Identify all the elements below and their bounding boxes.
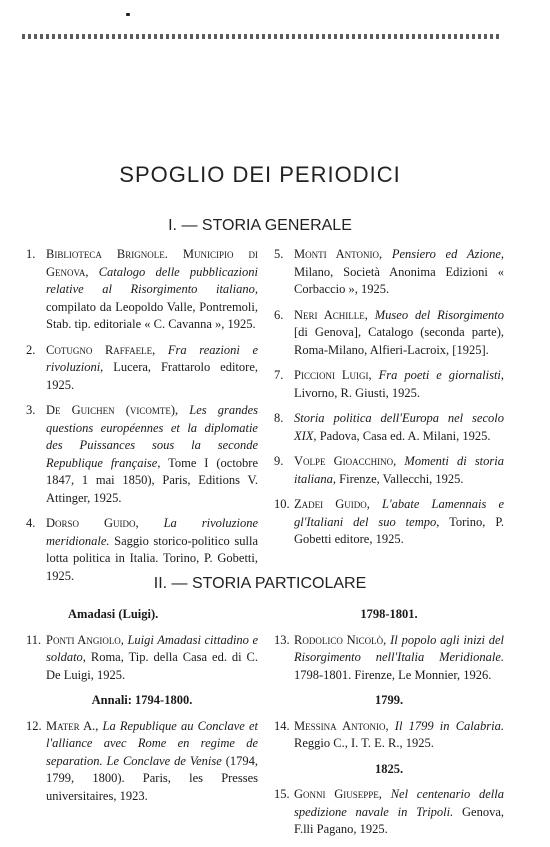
entry-author: Gonni Giuseppe, xyxy=(294,787,382,801)
entry-details: 1798-1801. Firenze, Le Monnier, 1926. xyxy=(294,667,492,682)
bibliography-entry xyxy=(274,307,504,360)
entry-details: Lucera, Frattarolo editore, 1925. xyxy=(46,360,258,392)
entry-number: 15. xyxy=(274,787,290,801)
entry-number: 2. xyxy=(26,342,36,357)
entry-number: 11. xyxy=(26,632,42,647)
bibliography-entry xyxy=(26,342,258,395)
entry-work: Nel centenario della spedizione navale in Tripoli. xyxy=(294,787,504,819)
particular-left-column xyxy=(26,604,258,813)
subject-heading: 1798-1801. xyxy=(360,607,418,621)
bibliography-entry xyxy=(26,402,258,507)
entry-details: Firenze, Vallecchi, 1925. xyxy=(339,471,464,486)
entry-author: Neri Achille, xyxy=(294,307,368,322)
entry-work: Fra poeti e giornalisti, xyxy=(378,368,505,382)
entry-work: La rivoluzione meridionale. xyxy=(46,516,258,548)
entry-details: Tome I (octobre 1847, 1 mai 1850), Paris, Editions V. Attinger, 1925. xyxy=(46,455,259,505)
entry-work: Les grandes questions européennes et la diplomatie des Puissances sous la seconde Republique française, xyxy=(46,403,258,470)
entry-details: Livorno, R. Giusti, 1925. xyxy=(294,385,421,400)
decorative-border-line xyxy=(22,34,500,39)
entry-number: 10. xyxy=(274,497,290,511)
entry-details: Milano, Società Anonima Edizioni « Corbaccio », 1925. xyxy=(294,264,504,296)
bibliography-entry xyxy=(274,632,504,685)
entry-work: L'abate Lamennais e gl'Italiani del suo tempo, xyxy=(294,497,505,529)
entry-work: La Republique au Conclave et l'alliance avec Rome en regime de separation. Le Conclave de Venise xyxy=(46,718,258,768)
general-right-column xyxy=(274,246,504,557)
entry-number: 5. xyxy=(274,247,284,261)
entry-number: 7. xyxy=(274,368,284,382)
subject-heading: 1799. xyxy=(374,693,404,707)
page-title: SPOGLIO DEI PERIODICI xyxy=(119,162,401,187)
section-heading-particular: II. — STORIA PARTICOLARE xyxy=(153,575,367,592)
entry-details: Padova, Casa ed. A. Milani, 1925. xyxy=(319,428,491,443)
entry-work: Momenti di storia italiana, xyxy=(294,454,504,486)
entry-number: 8. xyxy=(274,411,284,425)
bibliography-entry xyxy=(274,718,504,753)
entry-number: 4. xyxy=(26,516,36,530)
bibliography-entry xyxy=(26,246,258,334)
entry-number: 13. xyxy=(274,632,290,647)
entry-author: Monti Antonio, xyxy=(294,247,383,261)
entry-details: Torino, P. Gobetti editore, 1925. xyxy=(294,514,505,546)
entry-number: 1. xyxy=(26,247,36,261)
entry-details: (1794, 1799, 1800). Paris, les Presses universitaires, 1923. xyxy=(46,753,258,803)
entry-number: 9. xyxy=(274,454,284,468)
entry-number: 14. xyxy=(274,718,290,733)
entry-details: Genova, F.lli Pagano, 1925. xyxy=(294,804,505,836)
entry-work: Catalogo delle pubblicazioni relative al Risorgimento italiano, xyxy=(46,264,258,296)
entry-author: Volpe Gioacchino, xyxy=(294,454,397,468)
bibliography-entry xyxy=(274,453,504,488)
particular-right-column xyxy=(274,604,504,847)
entry-author: Rodolico Nicolò, xyxy=(294,632,387,647)
entry-work: Museo del Risorgimento xyxy=(374,307,504,322)
entry-author: Mater A., xyxy=(46,718,99,733)
entry-author: Ponti Angiolo, xyxy=(46,632,124,647)
entry-author: Zadei Guido, xyxy=(294,497,370,511)
subject-heading: Annali: 1794-1800. xyxy=(91,693,193,707)
section-heading-general: I. — STORIA GENERALE xyxy=(168,217,352,234)
bibliography-entry xyxy=(274,246,504,299)
entry-author: De Guichen (vicomte), xyxy=(46,403,179,417)
entry-details: [di Genova], Catalogo (seconda parte), Roma-Milano, Alfieri-Lacroix, [1925]. xyxy=(294,325,504,357)
subject-heading: Amadasi (Luigi). xyxy=(68,607,159,621)
bibliography-entry xyxy=(274,496,504,549)
subject-heading: 1825. xyxy=(374,761,404,776)
entry-number: 12. xyxy=(26,718,42,733)
general-left-column xyxy=(26,246,258,593)
entry-author: Cotugno Raffaele, xyxy=(46,342,156,357)
entry-work: Pensiero ed Azione, xyxy=(391,247,504,261)
entry-author: Biblioteca Brignole. Municipio di Genova, xyxy=(46,247,258,279)
entry-author: Piccioni Luigi, xyxy=(294,368,372,382)
bibliography-entry xyxy=(274,367,504,402)
entry-details: Saggio storico-politico sulla lotta politica in Italia. Torino, P. Gobetti, 1925. xyxy=(46,533,258,583)
entry-work: Fra reazioni e rivoluzioni, xyxy=(46,342,259,374)
bibliography-entry xyxy=(274,410,504,445)
entry-details: compilato da Leopoldo Valle, Pontremoli, Stab. tip. editoriale « C. Cavanna », 1925. xyxy=(46,299,258,331)
bibliography-entry xyxy=(26,632,258,685)
entry-work: Luigi Amadasi cittadino e soldato, xyxy=(46,632,258,664)
entry-work: Il popolo agli inizi del Risorgimento nell'Italia Meridionale. xyxy=(294,632,505,664)
entry-author: Dorso Guido, xyxy=(46,516,139,530)
entry-number: 6. xyxy=(274,307,284,322)
ink-dot xyxy=(126,13,130,16)
entry-author: Messina Antonio, xyxy=(294,718,389,733)
entry-number: 3. xyxy=(26,403,36,417)
entry-details: Reggio C., I. T. E. R., 1925. xyxy=(294,736,434,750)
entry-work: Storia politica dell'Europa nel secolo XIX, xyxy=(294,411,504,443)
entry-work: Il 1799 in Calabria. xyxy=(394,718,504,733)
bibliography-entry xyxy=(26,718,258,806)
entry-details: Roma, Tip. della Casa ed. di C. De Luigi, 1925. xyxy=(46,650,258,682)
